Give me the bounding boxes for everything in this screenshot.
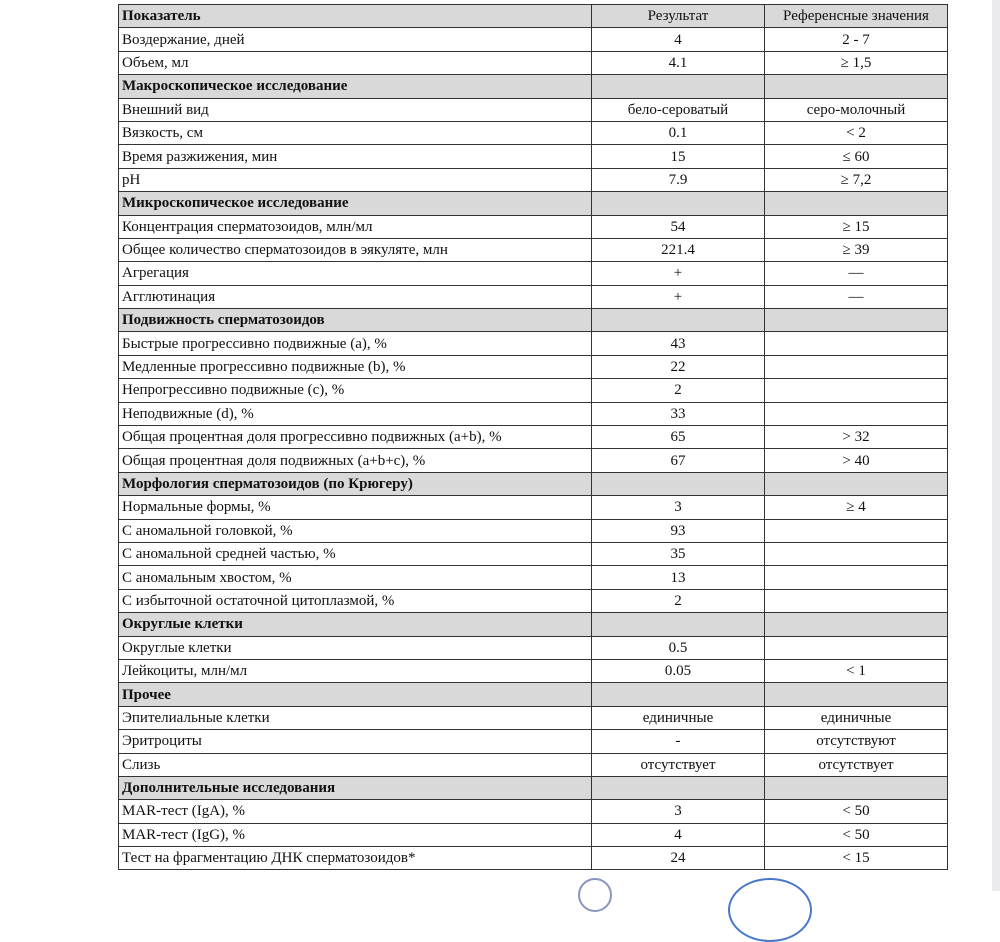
table-row xyxy=(119,847,948,870)
reference-value: ≥ 15 xyxy=(765,215,948,238)
param-label: Время разжижения, мин xyxy=(119,145,592,168)
reference-value: 2 - 7 xyxy=(765,28,948,51)
table-row xyxy=(119,215,948,238)
param-label: Тест на фрагментацию ДНК сперматозоидов* xyxy=(119,847,592,870)
result-value: 3 xyxy=(592,800,765,823)
param-label: Концентрация сперматозоидов, млн/мл xyxy=(119,215,592,238)
empty-cell xyxy=(765,613,948,636)
section-row xyxy=(119,75,948,98)
table-row xyxy=(119,145,948,168)
table-row xyxy=(119,426,948,449)
empty-cell xyxy=(765,776,948,799)
reference-value xyxy=(765,402,948,425)
reference-value: ≥ 4 xyxy=(765,496,948,519)
table-row xyxy=(119,121,948,144)
reference-value: < 50 xyxy=(765,823,948,846)
section-title: Дополнительные исследования xyxy=(119,776,592,799)
table-row xyxy=(119,285,948,308)
param-label: Агглютинация xyxy=(119,285,592,308)
table-header xyxy=(119,5,948,28)
reference-value xyxy=(765,379,948,402)
reference-value xyxy=(765,542,948,565)
section-row xyxy=(119,309,948,332)
reference-value xyxy=(765,519,948,542)
result-value: 35 xyxy=(592,542,765,565)
empty-cell xyxy=(765,472,948,495)
table-row xyxy=(119,496,948,519)
param-label: Лейкоциты, млн/мл xyxy=(119,659,592,682)
empty-cell xyxy=(765,192,948,215)
table-row xyxy=(119,51,948,74)
result-value: 15 xyxy=(592,145,765,168)
param-label: MAR-тест (IgA), % xyxy=(119,800,592,823)
table-row xyxy=(119,28,948,51)
reference-value: ≥ 7,2 xyxy=(765,168,948,191)
section-title: Морфология сперматозоидов (по Крюгеру) xyxy=(119,472,592,495)
reference-value: единичные xyxy=(765,706,948,729)
result-value: 4 xyxy=(592,28,765,51)
param-label: Эпителиальные клетки xyxy=(119,706,592,729)
empty-cell xyxy=(592,192,765,215)
table-row xyxy=(119,589,948,612)
stamp xyxy=(728,878,812,942)
section-row xyxy=(119,472,948,495)
table-row xyxy=(119,823,948,846)
result-value: 221.4 xyxy=(592,238,765,261)
param-label: Неподвижные (d), % xyxy=(119,402,592,425)
param-label: Нормальные формы, % xyxy=(119,496,592,519)
table-row xyxy=(119,542,948,565)
table-row xyxy=(119,659,948,682)
table-row xyxy=(119,402,948,425)
result-value: отсутствует xyxy=(592,753,765,776)
param-label: Непрогрессивно подвижные (c), % xyxy=(119,379,592,402)
result-value: 65 xyxy=(592,426,765,449)
result-value: 0.1 xyxy=(592,121,765,144)
section-row xyxy=(119,776,948,799)
table-row xyxy=(119,730,948,753)
table-row xyxy=(119,168,948,191)
empty-cell xyxy=(592,309,765,332)
section-title: Прочее xyxy=(119,683,592,706)
param-label: Общее количество сперматозоидов в эякуляте, млн xyxy=(119,238,592,261)
empty-cell xyxy=(765,683,948,706)
reference-value xyxy=(765,566,948,589)
result-value: 24 xyxy=(592,847,765,870)
reference-value: < 50 xyxy=(765,800,948,823)
param-label: Округлые клетки xyxy=(119,636,592,659)
param-label: Вязкость, см xyxy=(119,121,592,144)
table-row xyxy=(119,355,948,378)
empty-cell xyxy=(765,309,948,332)
param-label: pH xyxy=(119,168,592,191)
result-value: + xyxy=(592,285,765,308)
result-value: 3 xyxy=(592,496,765,519)
result-value: 93 xyxy=(592,519,765,542)
result-value: 0.05 xyxy=(592,659,765,682)
section-row xyxy=(119,613,948,636)
reference-value: серо-молочный xyxy=(765,98,948,121)
header-reference: Референсные значения xyxy=(765,5,948,28)
param-label: С аномальной средней частью, % xyxy=(119,542,592,565)
empty-cell xyxy=(592,75,765,98)
result-value: 54 xyxy=(592,215,765,238)
result-value: 13 xyxy=(592,566,765,589)
table-row xyxy=(119,449,948,472)
reference-value xyxy=(765,355,948,378)
result-value: 4 xyxy=(592,823,765,846)
page-edge xyxy=(992,0,1000,891)
table-row xyxy=(119,636,948,659)
table-row xyxy=(119,332,948,355)
reference-value xyxy=(765,589,948,612)
empty-cell xyxy=(592,683,765,706)
param-label: Слизь xyxy=(119,753,592,776)
reference-value: > 40 xyxy=(765,449,948,472)
table-row xyxy=(119,800,948,823)
result-value: 4.1 xyxy=(592,51,765,74)
reference-value: < 15 xyxy=(765,847,948,870)
reference-value: < 1 xyxy=(765,659,948,682)
result-value: 22 xyxy=(592,355,765,378)
param-label: Объем, мл xyxy=(119,51,592,74)
section-title: Макроскопическое исследование xyxy=(119,75,592,98)
result-value: 67 xyxy=(592,449,765,472)
table-row xyxy=(119,753,948,776)
section-row xyxy=(119,683,948,706)
param-label: С избыточной остаточной цитоплазмой, % xyxy=(119,589,592,612)
signature-mark xyxy=(578,878,612,912)
result-value: + xyxy=(592,262,765,285)
param-label: Быстрые прогрессивно подвижные (a), % xyxy=(119,332,592,355)
table-row xyxy=(119,519,948,542)
table-row xyxy=(119,379,948,402)
table-row xyxy=(119,262,948,285)
result-value: единичные xyxy=(592,706,765,729)
result-value: 7.9 xyxy=(592,168,765,191)
result-value: 0.5 xyxy=(592,636,765,659)
section-title: Округлые клетки xyxy=(119,613,592,636)
result-value: 2 xyxy=(592,379,765,402)
reference-value: отсутствуют xyxy=(765,730,948,753)
reference-value: ≥ 1,5 xyxy=(765,51,948,74)
section-title: Подвижность сперматозоидов xyxy=(119,309,592,332)
param-label: С аномальной головкой, % xyxy=(119,519,592,542)
empty-cell xyxy=(592,776,765,799)
reference-value xyxy=(765,332,948,355)
reference-value: > 32 xyxy=(765,426,948,449)
param-label: С аномальным хвостом, % xyxy=(119,566,592,589)
param-label: Внешний вид xyxy=(119,98,592,121)
section-row xyxy=(119,192,948,215)
section-title: Микроскопическое исследование xyxy=(119,192,592,215)
param-label: Эритроциты xyxy=(119,730,592,753)
reference-value: — xyxy=(765,262,948,285)
param-label: Медленные прогрессивно подвижные (b), % xyxy=(119,355,592,378)
empty-cell xyxy=(765,75,948,98)
param-label: Общая процентная доля прогрессивно подвижных (a+b), % xyxy=(119,426,592,449)
result-value: - xyxy=(592,730,765,753)
reference-value xyxy=(765,636,948,659)
table-row xyxy=(119,238,948,261)
reference-value: ≥ 39 xyxy=(765,238,948,261)
table-row xyxy=(119,98,948,121)
reference-value: < 2 xyxy=(765,121,948,144)
empty-cell xyxy=(592,613,765,636)
result-value: 43 xyxy=(592,332,765,355)
empty-cell xyxy=(592,472,765,495)
result-value: 2 xyxy=(592,589,765,612)
reference-value: ≤ 60 xyxy=(765,145,948,168)
result-value: бело-сероватый xyxy=(592,98,765,121)
reference-value: — xyxy=(765,285,948,308)
table-row xyxy=(119,566,948,589)
param-label: Воздержание, дней xyxy=(119,28,592,51)
param-label: Агрегация xyxy=(119,262,592,285)
header-param: Показатель xyxy=(119,5,592,28)
table-row xyxy=(119,706,948,729)
param-label: Общая процентная доля подвижных (a+b+c), % xyxy=(119,449,592,472)
reference-value: отсутствует xyxy=(765,753,948,776)
result-value: 33 xyxy=(592,402,765,425)
header-result: Результат xyxy=(592,5,765,28)
results-table xyxy=(118,4,948,870)
param-label: MAR-тест (IgG), % xyxy=(119,823,592,846)
